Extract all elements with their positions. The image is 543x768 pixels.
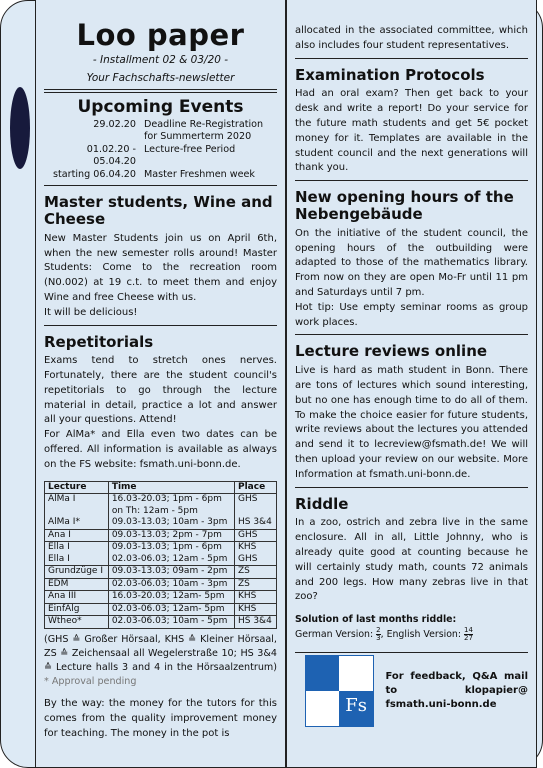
cell-time: 02.03-06.03; 10am - 3pm bbox=[108, 578, 234, 591]
room-legend-text: (GHS ≙ Großer Hörsaal, KHS ≙ Kleiner Hörsaal, ZS ≙ Zeichensaal all Wegelerstraße 10; HS 3&4 ≙ Lecture halls 3 and 4 in the Hörsaalzentrum) bbox=[44, 633, 277, 673]
opening-hours-section bbox=[295, 180, 528, 330]
cell-time: 09.03-13.03; 1pm - 6pm bbox=[108, 542, 234, 554]
cell-place: KHS bbox=[234, 542, 276, 554]
cell-time: 16.03-20.03; 1pm - 6pm bbox=[108, 494, 234, 506]
event-date bbox=[44, 131, 144, 143]
event-item bbox=[44, 119, 277, 131]
master-section bbox=[44, 185, 277, 320]
cell-time: 02.03-06.03; 10am - 5pm bbox=[108, 616, 234, 629]
cell-place: ZS bbox=[234, 566, 276, 579]
newsletter-title: Loo paper bbox=[76, 18, 245, 52]
fraction-numerator: 14 bbox=[464, 625, 473, 634]
riddle-section bbox=[295, 487, 528, 642]
cell-lecture: EinfAlg bbox=[45, 603, 109, 616]
right-column bbox=[286, 0, 537, 768]
riddle-solution: Solution of last months riddle: German Version: $\frac{2}{3}$ , English Version: $\frac{14}{27}$ bbox=[295, 614, 473, 642]
table-row bbox=[45, 517, 277, 529]
cell-lecture: Ella I bbox=[45, 542, 109, 554]
master-body: New Master Students join us on April 6th, when the new semester rolls around! Master Students: Come to the recreation room (N0.002) at 19 c.t. to meet them and enjoy Wine and free Cheese with us. bbox=[44, 232, 277, 303]
table-row bbox=[45, 554, 277, 566]
cell-place bbox=[234, 506, 276, 518]
room-legend bbox=[44, 633, 277, 689]
table-row bbox=[45, 566, 277, 579]
funding-note-continued: allocated in the associated committee, which also includes four student representatives. bbox=[295, 25, 528, 51]
examination-section bbox=[295, 58, 528, 177]
cell-place: GHS bbox=[234, 494, 276, 506]
event-date: starting 06.04.20 bbox=[53, 168, 136, 180]
german-version-label: German Version: bbox=[295, 628, 374, 640]
cell-time: 02.03-06.03; 12am- 5pm bbox=[108, 603, 234, 616]
cell-lecture: Wtheo* bbox=[45, 616, 109, 629]
fraction-denominator: 27 bbox=[464, 633, 473, 642]
events-list bbox=[44, 119, 277, 181]
table-header-row bbox=[45, 481, 277, 494]
cell-lecture: AlMa I* bbox=[45, 517, 109, 529]
cell-lecture: EDM bbox=[45, 578, 109, 591]
fraction-denominator: 3 bbox=[376, 633, 381, 642]
cell-time: 09.03-13.03; 2pm - 7pm bbox=[108, 529, 234, 542]
event-text: Deadline Re-Registration bbox=[144, 118, 264, 130]
logo-lettering: Fs bbox=[345, 694, 367, 716]
cell-lecture: AlMa I bbox=[45, 494, 109, 506]
tagline: Your Fachschafts-newsletter bbox=[86, 71, 235, 84]
left-column bbox=[35, 0, 286, 768]
cell-lecture: Ella I bbox=[45, 554, 109, 566]
table-row bbox=[45, 578, 277, 591]
cell-place: HS 3&4 bbox=[234, 517, 276, 529]
column-header-lecture: Lecture bbox=[45, 481, 109, 494]
repetitorials-body: Exams tend to stretch ones nerves. Fortunately, there are the student council's repetitorials to go through the lecture material in detail, practice a lot and answer all your questions. Attend! bbox=[44, 355, 277, 426]
repetitorials-section bbox=[44, 325, 277, 742]
solution-label: Solution of last months riddle bbox=[295, 614, 453, 626]
event-date: 01.02.20 - 05.04.20 bbox=[86, 143, 136, 168]
cell-lecture: Ana I bbox=[45, 529, 109, 542]
cell-time: 02.03-06.03; 12am - 5pm bbox=[108, 554, 234, 566]
cell-place: KHS bbox=[234, 591, 276, 604]
funding-note: By the way: the money for the tutors for this comes from the quality improvement money for teaching. The money in the pot is bbox=[44, 698, 277, 740]
cell-time: on Th: 12am - 5pm bbox=[108, 506, 234, 518]
feedback-text: For feedback, Q&A mail to klopapier@ fsmath.uni-bonn.de bbox=[385, 670, 528, 710]
event-item bbox=[44, 144, 277, 169]
roll-core-left bbox=[10, 87, 30, 169]
table-row bbox=[45, 603, 277, 616]
reviews-section bbox=[295, 334, 528, 482]
cell-time: 09.03-13.03; 10am - 3pm bbox=[108, 517, 234, 529]
cell-place: HS 3&4 bbox=[234, 616, 276, 629]
examination-body: Had an oral exam? Then get back to your desk and write a report! Do your service for the future math students and get 5€ pocket money for it. Templates are available in the student council and the next generations will thank you. bbox=[295, 88, 528, 174]
event-item bbox=[44, 169, 277, 181]
fraction-numerator: 2 bbox=[376, 625, 381, 634]
divider bbox=[44, 89, 277, 90]
cell-lecture: Ana III bbox=[45, 591, 109, 604]
cell-time: 09.03-13.03; 09am - 2pm bbox=[108, 566, 234, 579]
table-row bbox=[45, 494, 277, 506]
riddle-body: In a zoo, ostrich and zebra live in the same enclosure. All in all, Little Johnny, who is already quite good at counting because he will certainly study math, counts 72 animals and 200 legs. How many zebras live in that zoo? bbox=[295, 517, 528, 603]
master-body-closing: It will be delicious! bbox=[44, 306, 138, 318]
event-text: for Summerterm 2020 bbox=[144, 131, 252, 143]
divider bbox=[44, 92, 277, 93]
events-heading: Upcoming Events bbox=[77, 96, 244, 117]
table-row bbox=[45, 506, 277, 518]
reviews-heading: Lecture reviews online bbox=[295, 342, 488, 361]
repetitorials-table bbox=[44, 481, 277, 629]
feedback-section bbox=[295, 652, 528, 727]
event-text: Lecture-free Period bbox=[144, 143, 236, 155]
table-row bbox=[45, 529, 277, 542]
approval-pending-note: * Approval pending bbox=[44, 675, 137, 687]
cell-place: KHS bbox=[234, 603, 276, 616]
opening-hours-body: On the initiative of the student council, the opening hours of the outbuilding were adapted to those of the mathematics library. From now on they are open Mo-Fr until 11 pm and Saturdays until 7 pm. bbox=[295, 227, 528, 298]
event-date: 29.02.20 bbox=[93, 118, 136, 130]
column-header-time: Time bbox=[108, 481, 234, 494]
master-heading: Master students, Wine and Cheese bbox=[44, 193, 273, 228]
cell-lecture: Grundzüge I bbox=[45, 566, 109, 579]
reviews-body: Live is hard as math student in Bonn. There are tons of lectures which sound interesting, but no one has enough time to do all of them. To make the choice easier for future students, write reviews about the lectures you attended and send it to lecreview@fsmath.de! We will then upload your review on our website. More Information at fsmath.uni-bonn.de. bbox=[295, 365, 528, 480]
repetitorials-body-2: For AlMa* and Ella even two dates can be offered. All information is available as always on the FS website: fsmath.uni-bonn.de. bbox=[44, 429, 277, 470]
english-solution-fraction bbox=[464, 627, 473, 642]
cell-place: GHS bbox=[234, 529, 276, 542]
english-version-label: , English Version: bbox=[380, 628, 462, 640]
cell-place: GHS bbox=[234, 554, 276, 566]
column-header-place: Place bbox=[234, 481, 276, 494]
installment-label: - Installment 02 & 03/20 - bbox=[92, 54, 229, 67]
opening-hours-heading: New opening hours of the Nebengebäude bbox=[295, 188, 514, 223]
riddle-heading: Riddle bbox=[295, 494, 349, 513]
table-row bbox=[45, 616, 277, 629]
examination-heading: Examination Protocols bbox=[295, 65, 485, 84]
fachschaft-logo bbox=[305, 655, 374, 727]
repetitorials-heading: Repetitorials bbox=[44, 332, 154, 351]
cell-time: 16.03-20.03; 12am- 5pm bbox=[108, 591, 234, 604]
cell-place: ZS bbox=[234, 578, 276, 591]
event-item bbox=[44, 131, 277, 143]
table-row bbox=[45, 591, 277, 604]
event-text: Master Freshmen week bbox=[144, 168, 255, 180]
table-row bbox=[45, 542, 277, 554]
opening-hours-tip: Hot tip: Use empty seminar rooms as group work places. bbox=[295, 301, 528, 328]
cell-lecture bbox=[45, 506, 109, 518]
